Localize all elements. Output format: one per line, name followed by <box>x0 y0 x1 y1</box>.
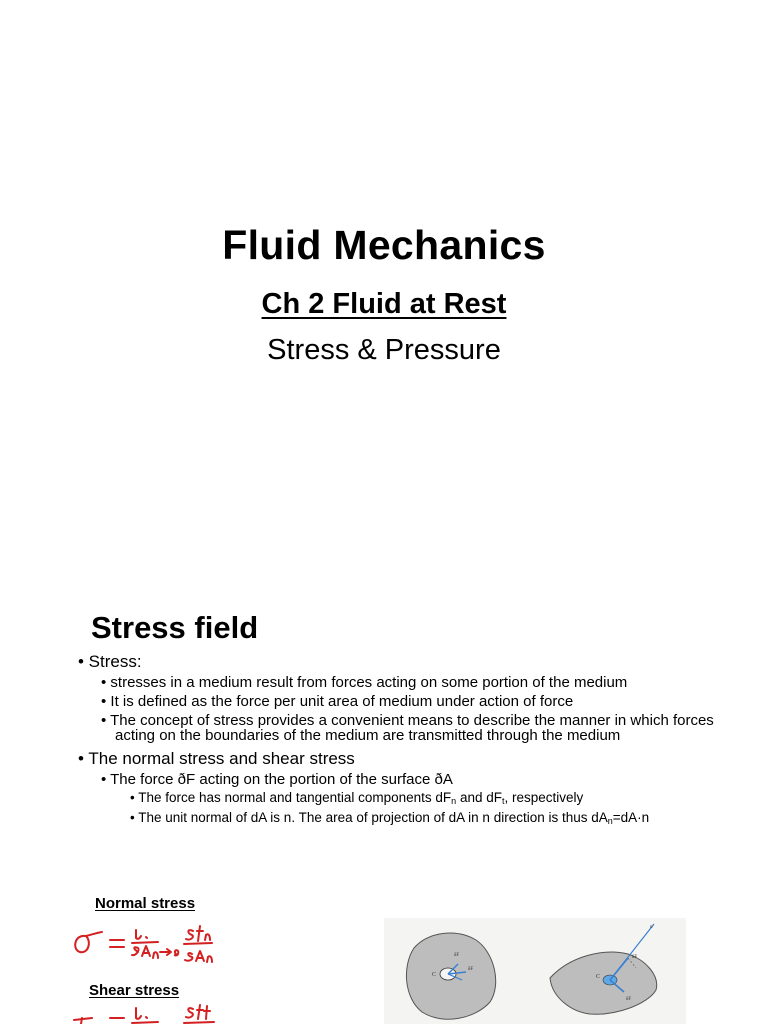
stress-item: • It is defined as the force per unit area of medium under action of force <box>101 693 574 710</box>
svg-text:δF: δF <box>468 967 474 972</box>
stress-item: • stresses in a medium result from forces acting on some portion of the medium <box>101 674 628 691</box>
bullet-stress: • Stress: <box>78 652 142 671</box>
stress-item: • The concept of stress provides a convenient means to describe the manner in which forces acting on the boundaries of the medium are transmitted through the medium <box>101 712 714 744</box>
unit-normal-end: =dA·n <box>612 810 650 825</box>
slide-title: Fluid Mechanics <box>222 222 546 268</box>
normal-stress-label: Normal stress <box>95 895 196 912</box>
and-text: and dF <box>456 790 502 805</box>
force-components-item <box>130 791 718 808</box>
svg-text:δF: δF <box>626 997 632 1002</box>
subscript-n: n <box>451 796 457 806</box>
respectively-text: , respectively <box>504 790 584 805</box>
bullet-list <box>78 652 718 831</box>
bullet-normal-shear: • The normal stress and shear stress <box>78 749 355 768</box>
chapter-subtitle <box>0 288 768 321</box>
svg-text:C: C <box>596 974 601 980</box>
unit-normal-item <box>130 811 718 828</box>
svg-text:δF: δF <box>454 953 460 958</box>
svg-text:δF: δF <box>632 955 638 960</box>
subscript-t: t <box>501 796 505 806</box>
stress-diagram-figure <box>384 918 686 1024</box>
chapter-subtitle-text: Ch 2 Fluid at Rest <box>261 288 507 320</box>
unit-normal-text: • The unit normal of dA is n. The area of projection of dA in n direction is thus dA <box>130 810 608 825</box>
stress-diagram <box>384 918 686 1024</box>
shear-stress-label: Shear stress <box>89 982 180 999</box>
stress-field-slide <box>0 578 768 1024</box>
svg-text:C: C <box>432 972 437 978</box>
slide-heading: Stress field <box>91 610 259 645</box>
subscript-n2: n <box>607 816 613 826</box>
svg-text:n: n <box>650 925 653 930</box>
shear-stress-formula-handwritten <box>66 1002 236 1024</box>
force-components-text: • The force has normal and tangential components dF <box>130 790 452 805</box>
force-item: • The force ðF acting on the portion of the surface ðA <box>101 771 453 788</box>
normal-stress-formula-handwritten <box>66 916 236 964</box>
topic-subtitle: Stress & Pressure <box>267 334 501 366</box>
